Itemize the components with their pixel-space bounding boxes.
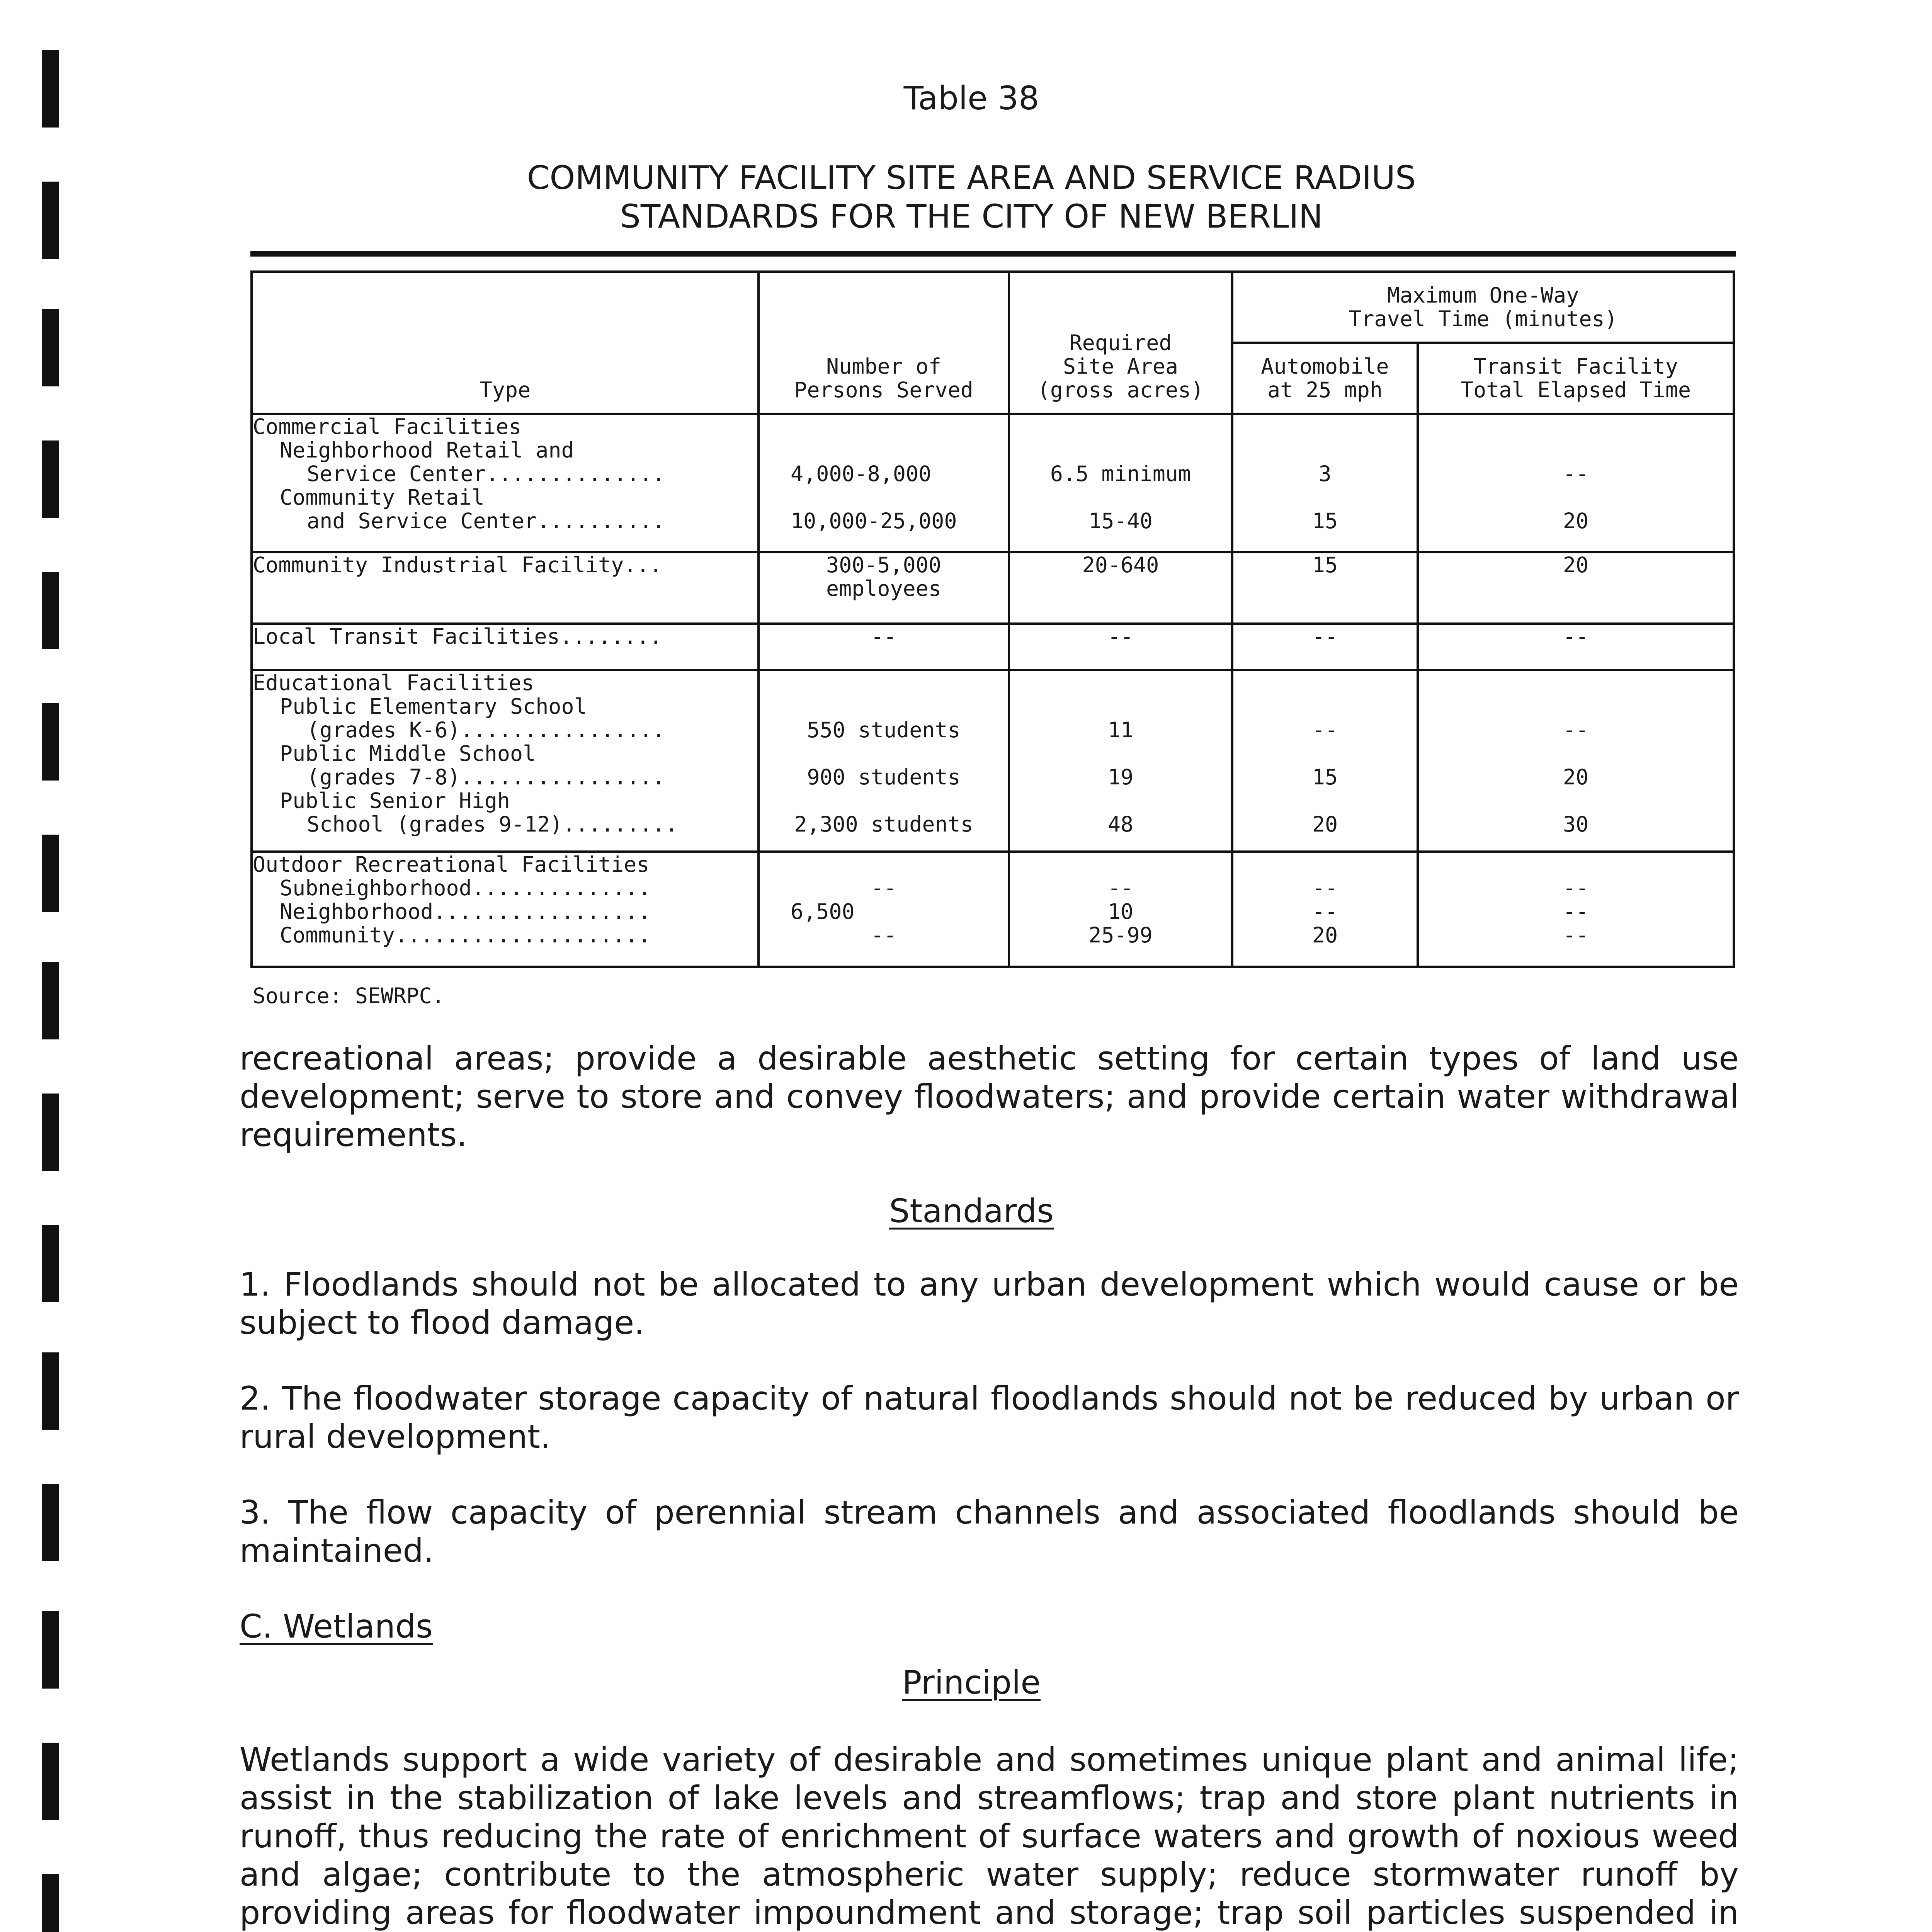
binder-mark xyxy=(42,572,59,649)
facility-standards-table xyxy=(250,270,1735,968)
table-number: Table 38 xyxy=(903,79,1039,117)
table-row xyxy=(252,552,1734,624)
standards-heading: Standards xyxy=(889,1192,1054,1230)
header-max-travel-time: Maximum One-Way Travel Time (minutes) xyxy=(1232,272,1734,343)
section-heading-wetlands: C. Wetlands xyxy=(240,1607,433,1645)
binder-mark xyxy=(42,1743,59,1820)
persons-cell-recreational: -- 6,500 -- xyxy=(759,852,1009,967)
binder-mark xyxy=(42,1484,59,1561)
header-site-area: Required Site Area (gross acres) xyxy=(1009,272,1232,414)
header-automobile: Automobile at 25 mph xyxy=(1232,343,1418,414)
binder-mark xyxy=(42,1352,59,1430)
auto-cell-industrial: 15 xyxy=(1232,552,1418,624)
site-cell-commercial: 6.5 minimum 15-40 xyxy=(1009,414,1232,552)
binder-mark xyxy=(42,703,59,781)
auto-cell-transit: -- xyxy=(1232,624,1418,670)
site-cell-transit: -- xyxy=(1009,624,1232,670)
title-rule xyxy=(250,251,1736,257)
table-row xyxy=(252,414,1734,552)
table-title xyxy=(0,158,1932,236)
principle-paragraph: Wetlands support a wide variety of desirable and sometimes unique plant and animal life; assist in the stabilization of lake levels and streamflows; trap and store plant nutrients in runoff, thus reducing the rate of enrichment of surface waters and growth of noxious weed and algae; contribute to the atmospheric water supply; reduce stormwater runoff by providing areas for floodwater impoundment and storage; trap soil particles suspended in xyxy=(240,1741,1739,1932)
standard-item-1: 1. Floodlands should not be allocated to any urban development which would cause or be subject to flood damage. xyxy=(240,1265,1739,1342)
auto-cell-recreational: -- -- 20 xyxy=(1232,852,1418,967)
site-cell-industrial: 20-640 xyxy=(1009,552,1232,624)
binder-mark xyxy=(42,440,59,518)
table-row xyxy=(252,852,1734,967)
type-cell-educational: Educational Facilities Public Elementary School (grades K-6)................ Public Middle School (grades 7-8)................ Public Senior High School (grades 9-12)......... xyxy=(252,670,759,852)
persons-cell-educational: 550 students 900 students 2,300 students xyxy=(759,670,1009,852)
standard-item-2: 2. The floodwater storage capacity of natural floodlands should not be reduced by urban or rural development. xyxy=(240,1379,1739,1456)
binder-mark xyxy=(42,1225,59,1302)
persons-cell-industrial: 300-5,000 employees xyxy=(759,552,1009,624)
transit-cell-transit: -- xyxy=(1418,624,1734,670)
persons-cell-commercial: 4,000-8,000 10,000-25,000 xyxy=(759,414,1009,552)
binder-mark xyxy=(42,1094,59,1171)
table-row xyxy=(252,624,1734,670)
principle-heading: Principle xyxy=(902,1663,1041,1701)
type-cell-commercial: Commercial Facilities Neighborhood Retail and Service Center.............. Community Retail and Service Center.......... xyxy=(252,414,759,552)
header-type: Type xyxy=(252,272,759,414)
transit-cell-industrial: 20 xyxy=(1418,552,1734,624)
header-transit: Transit Facility Total Elapsed Time xyxy=(1418,343,1734,414)
table-row xyxy=(252,670,1734,852)
binder-mark xyxy=(42,309,59,386)
standard-item-3: 3. The flow capacity of perennial stream channels and associated floodlands should be maintained. xyxy=(240,1493,1739,1570)
table-source: Source: SEWRPC. xyxy=(253,983,445,1008)
type-cell-transit: Local Transit Facilities........ xyxy=(252,624,759,670)
persons-cell-transit: -- xyxy=(759,624,1009,670)
binder-mark xyxy=(42,835,59,912)
auto-cell-educational: -- 15 20 xyxy=(1232,670,1418,852)
table-title-line-2: STANDARDS FOR THE CITY OF NEW BERLIN xyxy=(620,197,1323,235)
binder-mark xyxy=(42,962,59,1039)
type-cell-recreational: Outdoor Recreational Facilities Subneighborhood.............. Neighborhood................. Community.................... xyxy=(252,852,759,967)
type-cell-industrial: Community Industrial Facility... xyxy=(252,552,759,624)
header-persons-served: Number of Persons Served xyxy=(759,272,1009,414)
transit-cell-educational: -- 20 30 xyxy=(1418,670,1734,852)
site-cell-recreational: -- 10 25-99 xyxy=(1009,852,1232,967)
transit-cell-recreational: -- -- -- xyxy=(1418,852,1734,967)
binder-mark xyxy=(42,1874,59,1932)
transit-cell-commercial: -- 20 xyxy=(1418,414,1734,552)
table-title-line-1: COMMUNITY FACILITY SITE AREA AND SERVICE RADIUS xyxy=(527,159,1416,197)
site-cell-educational: 11 19 48 xyxy=(1009,670,1232,852)
table-header-row xyxy=(252,272,1734,343)
auto-cell-commercial: 3 15 xyxy=(1232,414,1418,552)
intro-paragraph: recreational areas; provide a desirable aesthetic setting for certain types of land use development; serve to store and convey floodwaters; and provide certain water withdrawal requirements. xyxy=(240,1039,1739,1154)
